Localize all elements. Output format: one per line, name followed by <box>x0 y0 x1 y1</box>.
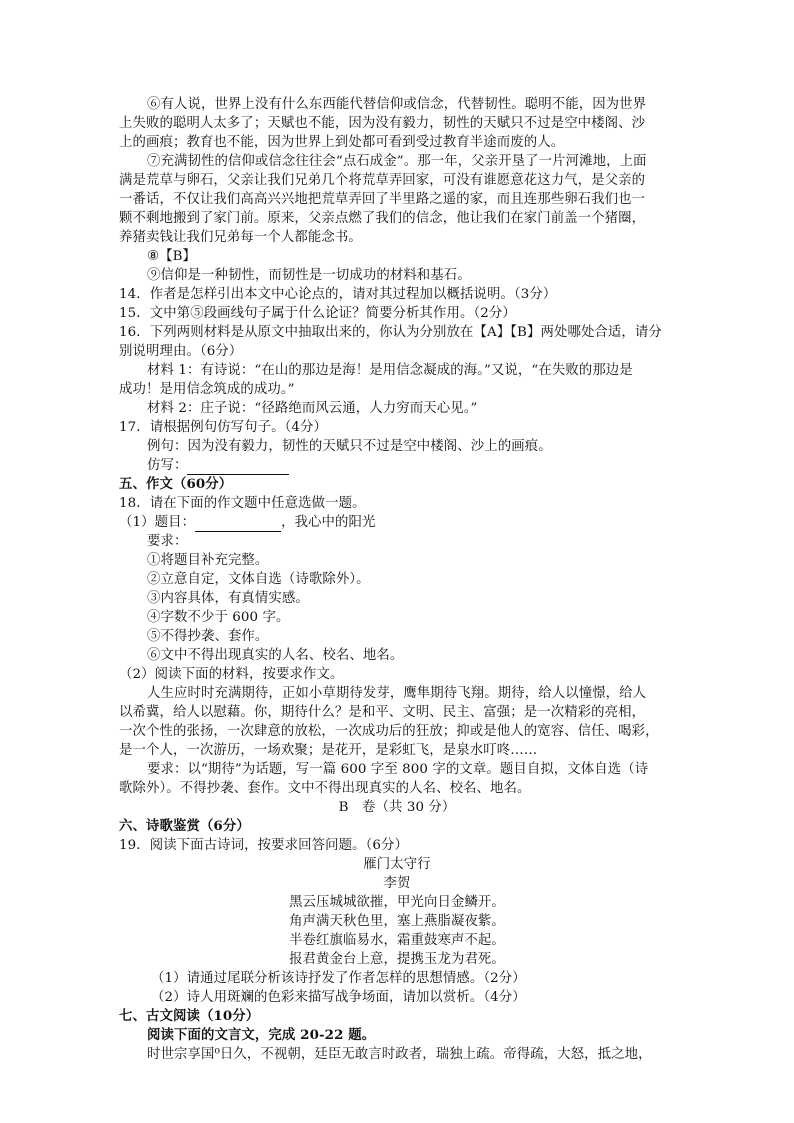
essay-title-suffix: ，我心中的阳光 <box>281 515 376 530</box>
question-19-part-1: （1）请通过尾联分析该诗抒发了作者怎样的思想情感。（2分） <box>151 971 526 986</box>
essay-requirement-line-1: 要求：以“期待”为话题，写一篇 600 字至 800 字的文章。题目自拟，文体自选（诗 <box>147 762 649 777</box>
question-19-part-2: （2）诗人用斑斓的色彩来描写战争场面，请加以赏析。（4分） <box>151 990 526 1005</box>
requirement-4: ④字数不少于 600 字。 <box>147 610 290 625</box>
paragraph-6-line-2: 上失败的聪明人太多了；天赋也不能，因为没有毅力，韧性的天赋只不过是空中楼阁、沙 <box>119 116 646 131</box>
imitation-answer-blank[interactable] <box>187 460 289 475</box>
essay-title-label: （1）题目： <box>119 515 196 530</box>
poem-title: 雁门太守行 <box>363 857 431 872</box>
classical-text-line-1: 时世宗享国⁰日久，不视朝，廷臣无敢言时政者，瑞独上疏。帝得疏，大怒，抵之地， <box>147 1047 652 1062</box>
question-14: 14．作者是怎样引出本文中心论点的，请对其过程加以概括说明。（3分） <box>119 287 557 302</box>
requirement-3: ③内容具体，有真情实感。 <box>147 591 309 606</box>
question-16-line-1: 16．下列两则材料是从原文中抽取出来的，你认为分别放在【A】【B】两处哪处合适，请分 <box>119 325 662 340</box>
paragraph-6-line-1: ⑥有人说，世界上没有什么东西能代替信仰或信念，代替韧性。聪明不能，因为世界 <box>147 97 647 112</box>
question-19: 19．阅读下面古诗词，按要求回答问题。（6分） <box>119 838 408 853</box>
poem-line-2: 角声满天秋色里，塞上燕脂凝夜紫。 <box>289 914 505 929</box>
paragraph-6-line-3: 上的画痕；教育也不能，因为世界上到处都可看到受过教育半途而废的人。 <box>119 135 565 150</box>
question-17: 17．请根据例句仿写句子。（4分） <box>119 420 328 435</box>
imitation-prompt <box>147 456 289 475</box>
material-2: 材料 2：庄子说：“径路绝而风云通，人力穷而天心见。” <box>147 401 478 416</box>
classical-reading-instruction: 阅读下面的文言文，完成 20-22 题。 <box>147 1027 376 1043</box>
essay-material-line-4: 是一个人，一次游历，一场欢聚；是花开，是彩虹飞，是泉水叮咚…… <box>119 743 538 758</box>
essay-material-line-3: 一次个性的张扬，一次肆意的放松，一次成功后的狂放；抑或是他人的宽容、信任、喝彩， <box>119 724 659 739</box>
poem-author: 李贺 <box>383 876 411 891</box>
question-18: 18．请在下面的作文题中任意选做一题。 <box>119 496 366 511</box>
essay-material-line-2: 以希冀，给人以慰藉。你，期待什么？是和平、文明、民主、富强；是一次精彩的亮相， <box>119 705 646 720</box>
material-1-line-1: 材料 1：有诗说：“在山的那边是海！是用信念凝成的海。”又说，“在失败的那边是 <box>147 363 633 378</box>
section-5-heading: 五、作文（60分） <box>119 476 233 492</box>
imitation-label: 仿写： <box>147 458 188 473</box>
requirements-label: 要求： <box>147 534 188 549</box>
paragraph-7-line-4: 颗不剩地搬到了家门前。原来，父亲点燃了我们的信念，他让我们在家门前盖一个猪圈， <box>119 211 646 226</box>
essay-option-1-title <box>119 513 376 532</box>
poem-line-1: 黑云压城城欲摧，甲光向日金鳞开。 <box>289 895 505 910</box>
paragraph-8-placeholder: ⑧【B】 <box>147 249 197 264</box>
poem-line-4: 报君黄金台上意，提携玉龙为君死。 <box>289 952 505 967</box>
essay-requirement-line-2: 歌除外）。不得抄袭、套作。文中不得出现真实的人名、校名、地名。 <box>119 781 531 796</box>
requirement-2: ②立意自定，文体自选（诗歌除外）。 <box>147 572 370 587</box>
requirement-5: ⑤不得抄袭、套作。 <box>147 629 269 644</box>
section-7-heading: 七、古文阅读（10分） <box>119 1008 260 1024</box>
paragraph-7-line-3: 一番话，不仅让我们高高兴兴地把荒草弄回了半里路之遥的家，而且连那些卵石我们也一 <box>119 192 646 207</box>
essay-option-2: （2）阅读下面的材料，按要求作文。 <box>119 667 344 682</box>
poem-line-3: 半卷红旗临易水，霜重鼓寒声不起。 <box>289 933 505 948</box>
essay-material-line-1: 人生应时时充满期待，正如小草期待发芽，鹰隼期待飞翔。期待，给人以憧憬，给人 <box>147 686 647 701</box>
paragraph-7-line-2: 满是荒草与卵石，父亲让我们兄弟几个将荒草弄回家，可没有谁愿意花这力气，是父亲的 <box>119 173 646 188</box>
requirement-6: ⑥文中不得出现真实的人名、校名、地名。 <box>147 648 404 663</box>
paragraph-7-line-5: 养猪卖钱让我们兄弟每一个人都能念书。 <box>119 230 362 245</box>
volume-b-heading: B 卷（共 30 分） <box>338 800 456 815</box>
material-1-line-2: 成功！是用信念筑成的成功。” <box>119 382 295 397</box>
paragraph-7-line-1: ⑦充满韧性的信仰或信念往往会“点石成金”。那一年，父亲开垦了一片河滩地，上面 <box>147 154 647 169</box>
paragraph-9: ⑨信仰是一种韧性，而韧性是一切成功的材料和基石。 <box>147 268 471 283</box>
section-6-heading: 六、诗歌鉴赏（6分） <box>119 818 250 834</box>
question-16-line-2: 别说明理由。（6分） <box>119 344 243 359</box>
example-sentence: 例句：因为没有毅力，韧性的天赋只不过是空中楼阁、沙上的画痕。 <box>147 439 552 454</box>
question-15: 15．文中第⑤段画线句子属于什么论证？简要分析其作用。（2分） <box>119 306 516 321</box>
essay-title-blank[interactable] <box>195 517 281 532</box>
requirement-1: ①将题目补充完整。 <box>147 553 269 568</box>
